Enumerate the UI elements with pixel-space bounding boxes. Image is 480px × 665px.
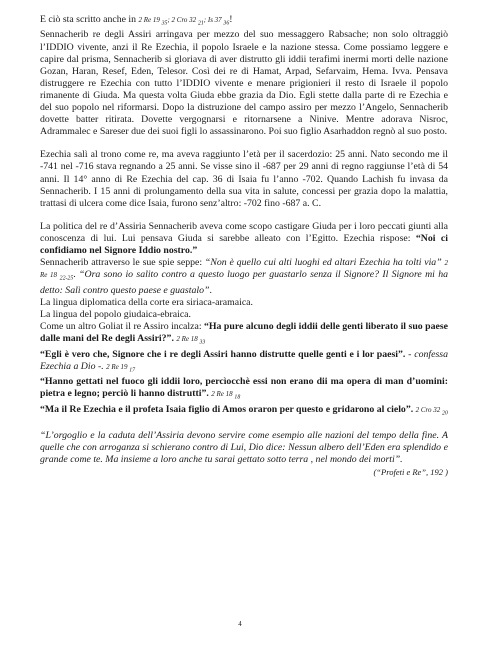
page-body — [40, 14, 448, 479]
paragraph-ezechia: Ezechia salì al trono come re, ma aveva raggiunto l’età per il sacerdozio: 25 anni. Nato secondo me il -741 nel -716 stava regnando a 25 anni. Se visse sino il -687 per 29 anni di regno raggiunse l’età di 54 anni. Il 14° anno di Re Ezechia del cap. 36 di Isaia fu l’anno -702. Quando Lachish fu invasa da Sennacherib. I 15 anni di prolungamento della sua vita in salute, concessi per grazia dopo la malattia, trattasi di ulcera come dice Isaia, furono senz’altro: -702 fino -687 a. C. — [40, 149, 448, 209]
closing-quote — [40, 430, 448, 478]
italic-quote: “Ora sono io salito contro a questo luogo per guastarlo senza il Signore? Il Signore mi ha detto: Salì contro questo paese e guastalo” — [40, 269, 448, 296]
paragraph-sennacherib: E ciò sta scritto anche in 2 Re 19 $_{35}$; 2 Cro 32 $_{21}$; Is 37 $_{36}$! Sennacherib re degli Assiri arringava per mezzo del suo messaggero Rabsache; non solo oltraggiò l’IDDIO vivente, anzi il Re Ezechia, il popolo Israele e la nazione stessa. Come possiamo leggere e capire dal prisma, Sennacherib si gloriava di aver distrutto gli iddii terafimi inermi morti delle nazione Gozan, Haran, Resef, Eden, Telesor. Così dei re di Hamat, Arpad, Sefarvaim, Hema. Ivva. Pensava distruggere re Ezechia con tutto l’IDDIO vivente e menare prigionieri il resto di Israele il popolo rimanente di Giuda. Ma questa volta Giuda ebbe grazia da Dio. Egli stette dalla parte di re Ezechia e del suo popolo nel riformarsi. Dopo la distruzione del campo assiro per mezzo l’Angelo, Sennacherib dovette batter ritirata. Dovette vergognarsi e ritornarsene a Ninive. Mentre adorava Nisroc, Adrammalec e Sareser due dei suoi figli lo assassinarono. Poi suo figlio Asarhaddon regnò al suo posto. — [40, 14, 448, 138]
bold-quote: “Noi ci confidiamo nel Signore Iddio nostro.” — [40, 232, 448, 256]
intro-text: E ciò sta scritto anche in — [40, 14, 139, 25]
scripture-reference: 2 Re 18 $_{22-25}$ — [40, 259, 448, 282]
paragraph-body: Sennacherib re degli Assiri arringava per mezzo del suo messaggero Rabsache; non solo oltraggiò l’IDDIO vivente, anzi il Re Ezechia, il popolo Israele e la nazione stessa. Come possiamo leggere e capire dal prisma, Sennacherib si gloriava di aver distrutto gli iddii terafimi inermi morti delle nazione Gozan, Haran, Resef, Eden, Telesor. Così dei re di Hamat, Arpad, Sefarvaim, Hema. Ivva. Pensava distruggere re Ezechia con tutto l’IDDIO vivente e menare prigionieri il resto di Israele il popolo rimanente di Giuda. Ma questa volta Giuda ebbe grazia da Dio. Egli stette dalla parte di re Ezechia e del suo popolo nel riformarsi. Dopo la distruzione del campo assiro per mezzo l’Angelo, Sennacherib dovette batter ritirata. Dovette vergognarsi e ritornarsene a Ninive. Mentre adorava Nisroc, Adrammalec e Sareser due dei suoi figli lo assassinarono. Poi suo figlio Asarhaddon regnò al suo posto. — [40, 29, 448, 138]
paragraph-politica: La politica del re d’Assiria Sennacherib aveva come scopo castigare Giuda per i loro peccati giunti alla conoscenza di lui. Lui pensava Giuda si sarebbe alleato con l’Egitto. Ezechia rispose: “Noi ci confidiamo nel Signore Iddio nostro.” Sennacherib attraverso le sue spie seppe: “Non è quello cui alti luoghi ed altari Ezechia ha tolti via” 2 Re 18 $_{22-25}$. “Ora sono io salito contro a questo luogo per guastarlo senza il Signore? Il Signore mi ha detto: Salì contro questo paese e guastalo”. La lingua diplomatica della corte era siriaca-aramaica. La lingua del popolo giudaica-ebraica. Come un altro Goliat il re Assiro incalza: “Ha pure alcuno degli iddii delle genti liberato il suo paese dalle mani del Re degli Assiri?”. 2 Re 18 $_{33}$ “Egli è vero che, Signore che i re degli Assiri hanno distrutte quelle genti e i lor paesi”. - confessa Ezechia a Dio -. 2 Re 19 $_{17}$ “Hanno gettati nel fuoco gli iddii loro, percìocchè essi non erano dii ma opera di man d’uomini: pietra e legno; perciò li hanno distrutti”. 2 Re 18 $_{18}$ “Ma il Re Ezechia e il profeta Isaia figlio di Amos oraron per questo e gridarono al cielo”. 2 Cro 32 $_{20}$ — [40, 220, 448, 417]
text-line: La lingua diplomatica della corte era siriaca-aramaica. — [40, 296, 253, 308]
scripture-reference: 2 Cro 32 $_{20}$ — [415, 405, 448, 417]
page-number: 4 — [238, 620, 242, 628]
bold-quote: “Hanno gettati nel fuoco gli iddii loro, percìocchè essi non erano dii ma opera di man d’uomini: pietra e legno; perciò li hanno distrutti”. — [40, 376, 448, 400]
scripture-reference: 2 Re 19 $_{17}$ — [106, 362, 136, 373]
scripture-reference: 2 Re 19 $_{35}$; 2 Cro 32 $_{21}$; Is 37 $_{36}$ — [138, 16, 230, 27]
italic-quote: “L’orgoglio e la caduta dell’Assiria devono servire come esempio alle nazioni del tempo della fine. A quelle che con arroganza si schierano contro di Lui, Dio dice: Nessun albero dell’Eden era splendido e grande come te. Ma insieme a loro anche tu sarai gettato sotto terra , nel mondo dei morti”. — [40, 430, 448, 466]
italic-quote: “Non è quello cui alti luoghi ed altari Ezechia ha tolti via” — [204, 257, 442, 269]
bold-quote: “Ma il Re Ezechia e il profeta Isaia figlio di Amos oraron per questo e gridarono al cielo”. — [40, 403, 414, 415]
bold-quote: “Egli è vero che, Signore che i re degli Assiri hanno distrutte quelle genti e i lor paesi”. — [40, 348, 406, 360]
bold-quote: “Ha pure alcuno degli iddii delle genti liberato il suo paese dalle mani del Re degli Assiri?”. — [40, 320, 448, 345]
text-line: La lingua del popolo giudaica-ebraica. — [40, 308, 191, 320]
scripture-reference: 2 Re 18 $_{18}$ — [211, 390, 241, 401]
scripture-reference: 2 Re 18 $_{33}$ — [176, 335, 206, 346]
citation: (“Profeti e Re”, 192 ) — [373, 467, 448, 478]
